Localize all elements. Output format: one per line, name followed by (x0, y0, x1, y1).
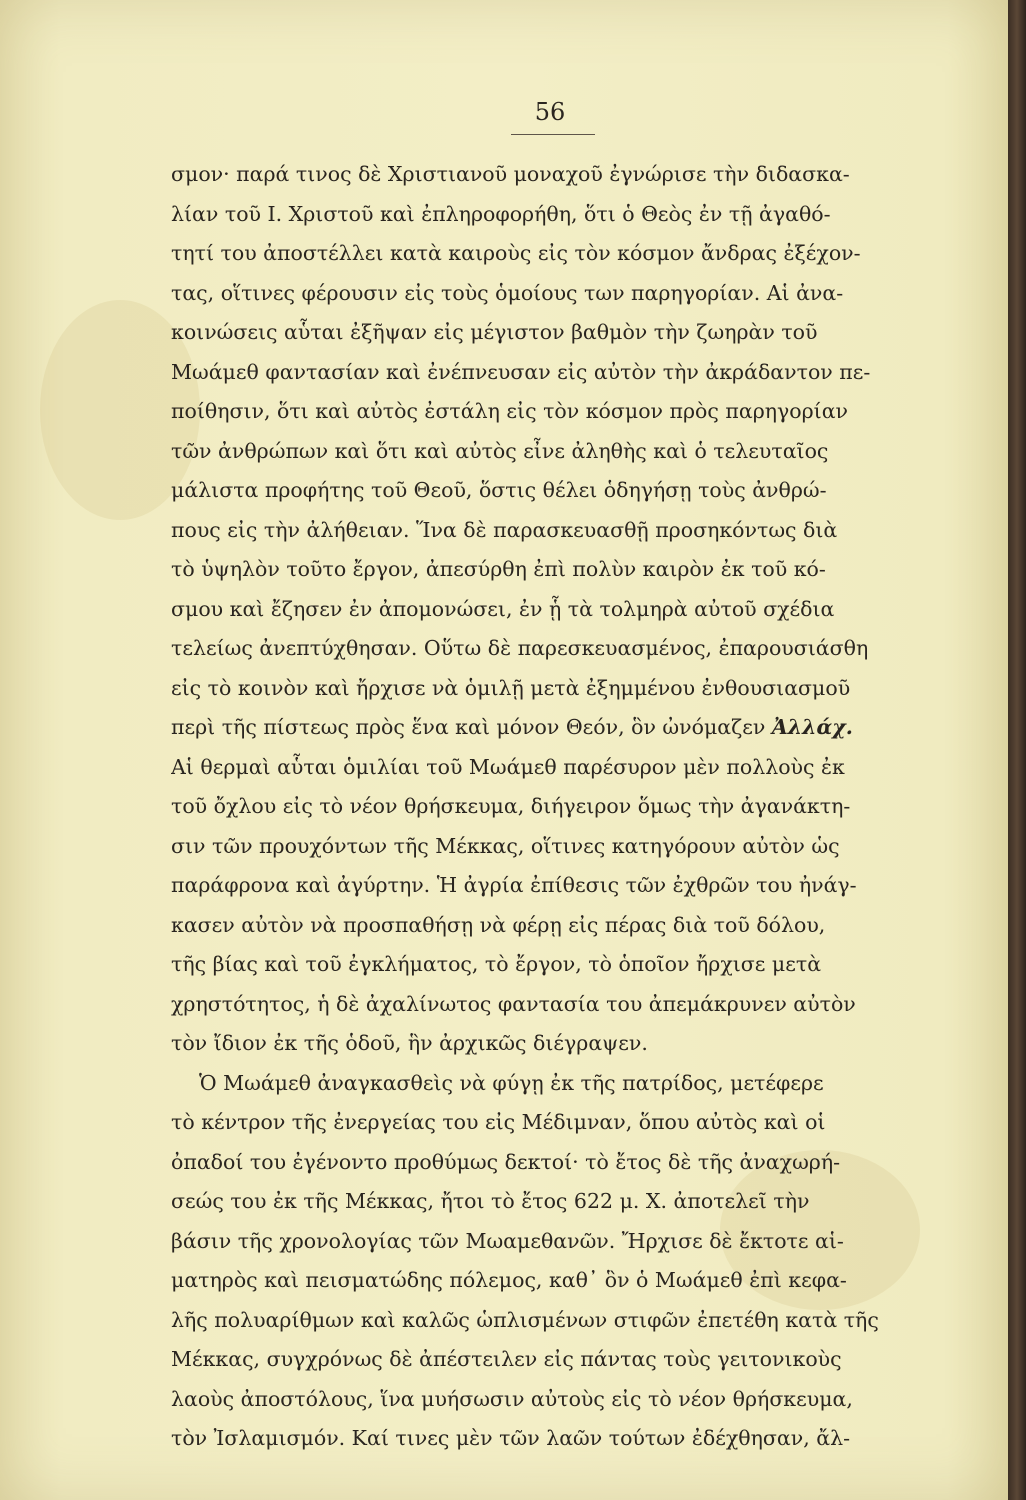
page-number: 56 (534, 98, 566, 126)
text-line-with-name (171, 708, 906, 748)
text-line: εἰς τὸ κοινὸν καὶ ἤρχισε νὰ ὁμιλῇ μετὰ ἐξημμένου ἐνθουσιασμοῦ (171, 675, 851, 700)
text-line: τῶν ἀνθρώπων καὶ ὅτι καὶ αὐτὸς εἶνε ἀληθὴς καὶ ὁ τελευταῖος (171, 438, 829, 463)
text-line: τοῦ ὄχλου εἰς τὸ νέον θρήσκευμα, διήγειρον ὅμως τὴν ἀγανάκτη- (171, 794, 851, 818)
text-line: τὸ ὑψηλὸν τοῦτο ἔργον, ἀπεσύρθη ἐπὶ πολὺν καιρὸν ἐκ τοῦ κό- (171, 557, 826, 581)
text-line: παράφρονα καὶ ἀγύρτην. Ἡ ἀγρία ἐπίθεσις τῶν ἐχθρῶν του ἠνάγ- (171, 873, 857, 897)
header-rule (511, 134, 595, 135)
text-line: κοινώσεις αὗται ἐξῆψαν εἰς μέγιστον βαθμὸν τὴν ζωηρὰν τοῦ (171, 320, 818, 344)
text-line: λῆς πολυαρίθμων καὶ καλῶς ὡπλισμένων στιφῶν ἐπετέθη κατὰ τῆς (171, 1307, 879, 1332)
text-line: σμον· παρά τινος δὲ Χριστιανοῦ μοναχοῦ ἐγνώρισε τὴν διδασκα- (171, 162, 850, 186)
text-line: τὸ κέντρον τῆς ἐνεργείας του εἰς Μέδιμναν, ὅπου αὐτὸς καὶ οἱ (171, 1110, 826, 1134)
text-line: χρηστότητος, ἡ δὲ ἀχαλίνωτος φαντασία του ἀπεμάκρυνεν αὐτὸν (171, 991, 856, 1016)
text-line: λαοὺς ἀποστόλους, ἵνα μυήσωσιν αὐτοὺς εἰς τὸ νέον θρήσκευμα, (171, 1386, 853, 1411)
text-line: κασεν αὐτὸν νὰ προσπαθήσῃ νὰ φέρῃ εἰς πέρας διὰ τοῦ δόλου, (171, 912, 826, 937)
text-line: τητί του ἀποστέλλει κατὰ καιροὺς εἰς τὸν κόσμον ἄνδρας ἐξέχον- (171, 241, 861, 265)
text-line: βάσιν τῆς χρονολογίας τῶν Μωαμεθανῶν. Ἤρχισε δὲ ἔκτοτε αἱ- (171, 1228, 844, 1253)
text-line: ποίθησιν, ὅτι καὶ αὐτὸς ἐστάλη εἰς τὸν κόσμον πρὸς παρηγορίαν (171, 399, 849, 423)
body-text (171, 155, 906, 1459)
book-binding-edge (1008, 0, 1026, 1500)
text-line: τελείως ἀνεπτύχθησαν. Οὕτω δὲ παρεσκευασμένος, ἐπαρουσιάσθη (171, 636, 869, 660)
divine-name-word: Ἀλλάχ. (771, 715, 853, 739)
text-line: τὸν Ἰσλαμισμόν. Καί τινες μὲν τῶν λαῶν τούτων ἐδέχθησαν, ἄλ- (171, 1426, 851, 1450)
text-line: ματηρὸς καὶ πεισματώδης πόλεμος, καθ᾽ ὃν ὁ Μωάμεθ ἐπὶ κεφα- (171, 1268, 847, 1292)
text-line: Μωάμεθ φαντασίαν καὶ ἐνέπνευσαν εἰς αὐτὸν τὴν ἀκράδαντον πε- (171, 359, 871, 384)
text-line-segment: περὶ τῆς πίστεως πρὸς ἕνα καὶ μόνον Θεόν, ὃν ὠνόμαζεν (171, 715, 766, 739)
text-line: Μέκκας, συγχρόνως δὲ ἀπέστειλεν εἰς πάντας τοὺς γειτονικοὺς (171, 1347, 842, 1371)
text-line: τὸν ἴδιον ἐκ τῆς ὁδοῦ, ἣν ἀρχικῶς διέγραψεν. (171, 1031, 648, 1055)
text-line: σιν τῶν προυχόντων τῆς Μέκκας, οἵτινες κατηγόρουν αὐτὸν ὡς (171, 833, 840, 858)
paragraph-start-line: Ὁ Μωάμεθ ἀναγκασθεὶς νὰ φύγῃ ἐκ τῆς πατρίδος, μετέφερε (199, 1070, 824, 1095)
text-line: μάλιστα προφήτης τοῦ Θεοῦ, ὅστις θέλει ὁδηγήσῃ τοὺς ἀνθρώ- (171, 478, 827, 502)
text-line: τας, οἵτινες φέρουσιν εἰς τοὺς ὁμοίους των παρηγορίαν. Αἱ ἀνα- (171, 280, 844, 305)
text-line: σμου καὶ ἔζησεν ἐν ἀπομονώσει, ἐν ᾗ τὰ τολμηρὰ αὐτοῦ σχέδια (171, 596, 835, 621)
text-line: σεώς του ἐκ τῆς Μέκκας, ἤτοι τὸ ἔτος 622 μ. Χ. ἀποτελεῖ τὴν (171, 1189, 810, 1213)
text-line: τῆς βίας καὶ τοῦ ἐγκλήματος, τὸ ἔργον, τὸ ὁποῖον ἤρχισε μετὰ (171, 952, 822, 976)
text-line: λίαν τοῦ Ι. Χριστοῦ καὶ ἐπληροφορήθη, ὅτι ὁ Θεὸς ἐν τῇ ἀγαθό- (171, 201, 831, 226)
text-line: Αἱ θερμαὶ αὗται ὁμιλίαι τοῦ Μωάμεθ παρέσυρον μὲν πολλοὺς ἐκ (171, 754, 845, 779)
text-line: πους εἰς τὴν ἀλήθειαν. Ἵνα δὲ παρασκευασθῇ προσηκόντως διὰ (171, 517, 838, 542)
text-line: ὀπαδοί του ἐγένοντο προθύμως δεκτοί· τὸ ἔτος δὲ τῆς ἀναχωρή- (171, 1149, 841, 1174)
